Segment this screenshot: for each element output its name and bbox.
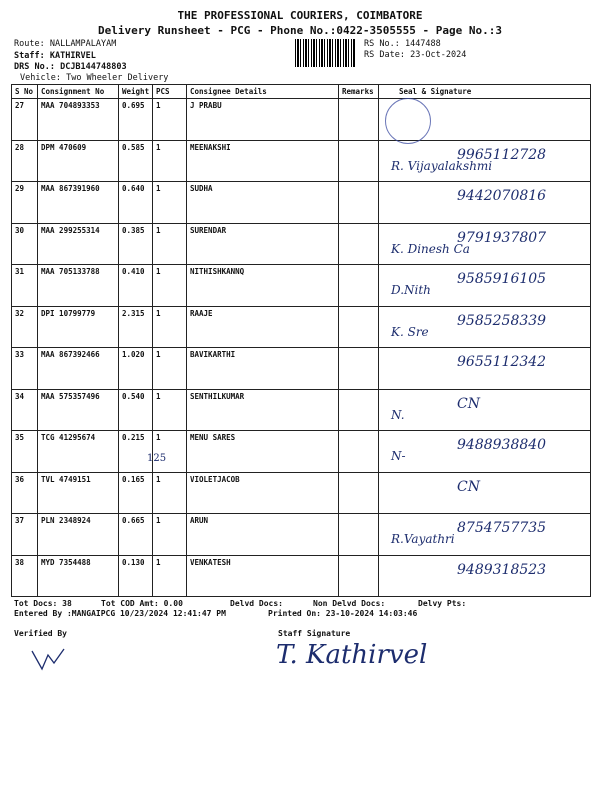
tot-docs: Tot Docs: 38 bbox=[14, 599, 72, 608]
row-pcs: 1 bbox=[153, 182, 187, 224]
row-consignee bbox=[187, 223, 339, 265]
row-consignee bbox=[187, 182, 339, 224]
row-sno: 32 bbox=[12, 306, 38, 348]
row-remarks bbox=[339, 389, 379, 431]
table-row bbox=[12, 265, 591, 307]
rs-no-line bbox=[364, 39, 441, 49]
row-consignee bbox=[187, 265, 339, 307]
row-consignment-no: MAA 704893353 bbox=[38, 99, 119, 141]
row-consignee bbox=[187, 348, 339, 390]
row-remarks bbox=[339, 306, 379, 348]
row-seal-signature bbox=[379, 514, 591, 556]
table-row bbox=[12, 514, 591, 556]
row-remarks bbox=[339, 265, 379, 307]
vehicle-label: Vehicle: bbox=[20, 73, 61, 83]
row-remarks bbox=[339, 140, 379, 182]
row-seal-signature bbox=[379, 223, 591, 265]
row-seal-signature bbox=[379, 472, 591, 514]
consignee-name: BAVIKARTHI bbox=[190, 350, 236, 359]
row-sno: 36 bbox=[12, 472, 38, 514]
staff-label: Staff: bbox=[14, 51, 45, 61]
entered-by: Entered By :MANGAIPCG 10/23/2024 12:41:47 PM bbox=[14, 609, 226, 618]
row-weight: 0.640 bbox=[119, 182, 153, 224]
row-pcs: 1 bbox=[153, 348, 187, 390]
row-consignee bbox=[187, 514, 339, 556]
row-seal-signature bbox=[379, 389, 591, 431]
rs-no-value: 1447488 bbox=[404, 39, 441, 49]
row-consignment-no: MAA 867392466 bbox=[38, 348, 119, 390]
row-consignee bbox=[187, 99, 339, 141]
route-label: Route: bbox=[14, 39, 45, 49]
recipient-phone: 9585916105 bbox=[457, 271, 547, 287]
row-pcs: 1 bbox=[153, 431, 187, 473]
row-consignment-no: MAA 867391960 bbox=[38, 182, 119, 224]
rs-date-line bbox=[364, 50, 466, 60]
row-consignment-no: MAA 575357496 bbox=[38, 389, 119, 431]
recipient-phone: 8754757735 bbox=[457, 520, 547, 536]
rs-date-value: 23-Oct-2024 bbox=[410, 50, 467, 60]
consignee-name: RAAJE bbox=[190, 308, 213, 318]
consignee-name: MENU SARES bbox=[190, 433, 236, 442]
row-weight: 0.165 bbox=[119, 472, 153, 514]
row-remarks bbox=[339, 182, 379, 224]
table-row bbox=[12, 223, 591, 265]
row-sno: 38 bbox=[12, 555, 38, 597]
recipient-phone: CN bbox=[457, 395, 480, 412]
row-weight: 0.410 bbox=[119, 265, 153, 307]
col-consignee: Consignee Details bbox=[187, 85, 339, 99]
recipient-phone: 9585258339 bbox=[457, 312, 547, 329]
row-seal-signature bbox=[379, 431, 591, 473]
row-sno: 30 bbox=[12, 223, 38, 265]
consignee-name: ARUN bbox=[190, 516, 209, 525]
row-consignment-no: DPM 470609 bbox=[38, 140, 119, 182]
row-remarks bbox=[339, 472, 379, 514]
non-delvd-docs: Non Delvd Docs: bbox=[313, 599, 386, 608]
row-weight: 0.695 bbox=[119, 99, 153, 141]
rs-no-label: RS No.: bbox=[364, 39, 400, 49]
route-line bbox=[14, 39, 116, 49]
handwritten-note: 125 bbox=[147, 453, 167, 464]
staff-value: KATHIRVEL bbox=[49, 51, 96, 61]
col-weight: Weight bbox=[119, 85, 153, 99]
recipient-phone: 9791937807 bbox=[457, 229, 547, 246]
row-consignment-no: TCG 41295674 bbox=[38, 431, 119, 473]
recipient-signature: N. bbox=[391, 407, 405, 422]
row-pcs: 1 bbox=[153, 265, 187, 307]
recipient-phone: 9488938840 bbox=[457, 437, 547, 453]
row-remarks bbox=[339, 431, 379, 473]
row-remarks bbox=[339, 348, 379, 390]
consignee-name: J PRABU bbox=[190, 101, 222, 110]
consignee-name: VENKATESH bbox=[190, 557, 231, 567]
table-row bbox=[12, 306, 591, 348]
row-pcs: 1 bbox=[153, 223, 187, 265]
row-consignee bbox=[187, 472, 339, 514]
recipient-phone: 9655112342 bbox=[457, 354, 547, 370]
staff-signature: T. Kathirvel bbox=[276, 640, 428, 670]
row-seal-signature bbox=[379, 140, 591, 182]
row-consignment-no: MYD 7354488 bbox=[38, 555, 119, 597]
row-pcs: 1 bbox=[153, 555, 187, 597]
row-seal-signature bbox=[379, 182, 591, 224]
table-row bbox=[12, 555, 591, 597]
row-seal-signature bbox=[379, 306, 591, 348]
runsheet-table bbox=[11, 84, 591, 597]
row-pcs: 1 bbox=[153, 99, 187, 141]
recipient-phone: 9489318523 bbox=[457, 561, 547, 578]
row-sno: 27 bbox=[12, 99, 38, 141]
recipient-signature: D.Nith bbox=[391, 283, 431, 297]
row-sno: 29 bbox=[12, 182, 38, 224]
rs-date-label: RS Date: bbox=[364, 50, 405, 60]
row-consignment-no: PLN 2348924 bbox=[38, 514, 119, 556]
row-consignee bbox=[187, 140, 339, 182]
recipient-phone: 9442070816 bbox=[457, 188, 547, 204]
row-remarks bbox=[339, 99, 379, 141]
company-title: THE PROFESSIONAL COURIERS, COIMBATORE bbox=[177, 9, 423, 22]
recipient-signature: R. Vijayalakshmi bbox=[391, 158, 493, 173]
recipient-signature: K. Dinesh Ca bbox=[391, 241, 470, 256]
staff-signature-label: Staff Signature bbox=[278, 629, 351, 638]
consignee-name: MEENAKSHI bbox=[190, 142, 231, 152]
row-consignee bbox=[147, 431, 339, 473]
consignee-name: SUDHA bbox=[190, 184, 213, 193]
printed-on: Printed On: 23-10-2024 14:03:46 bbox=[268, 609, 418, 618]
row-seal-signature bbox=[379, 348, 591, 390]
col-remarks: Remarks bbox=[339, 85, 379, 99]
row-consignee bbox=[187, 555, 339, 597]
consignee-name: SENTHILKUMAR bbox=[190, 391, 245, 401]
vehicle-line bbox=[20, 73, 168, 83]
recipient-signature: K. Sre bbox=[391, 324, 429, 339]
drs-line bbox=[14, 62, 127, 72]
row-pcs: 1 bbox=[153, 472, 187, 514]
row-consignee bbox=[187, 389, 339, 431]
table-row bbox=[12, 182, 591, 224]
table-header-row bbox=[12, 85, 591, 99]
row-weight: 2.315 bbox=[119, 306, 153, 348]
col-consignment-no: Consignment No bbox=[38, 85, 119, 99]
consignee-name: SURENDAR bbox=[190, 225, 227, 235]
recipient-phone: CN bbox=[457, 478, 480, 495]
row-sno: 28 bbox=[12, 140, 38, 182]
recipient-phone: 9965112728 bbox=[457, 146, 547, 163]
row-pcs: 1 bbox=[153, 389, 187, 431]
row-sno: 37 bbox=[12, 514, 38, 556]
row-consignment-no: DPI 10799779 bbox=[38, 306, 119, 348]
barcode bbox=[295, 39, 355, 67]
delvd-docs: Delvd Docs: bbox=[230, 599, 283, 608]
row-weight: 0.130 bbox=[119, 555, 153, 597]
tot-cod: Tot COD Amt: 0.00 bbox=[101, 599, 183, 608]
verified-by-label: Verified By bbox=[14, 629, 67, 638]
verified-signature bbox=[28, 645, 68, 675]
row-weight: 0.540 bbox=[119, 389, 153, 431]
row-seal-signature bbox=[379, 555, 591, 597]
recipient-signature: N- bbox=[391, 449, 406, 463]
row-seal-signature bbox=[379, 265, 591, 307]
col-seal-signature: Seal & Signature bbox=[379, 85, 591, 99]
table-row bbox=[12, 431, 591, 473]
row-pcs: 1 bbox=[153, 140, 187, 182]
vehicle-value: Two Wheeler Delivery bbox=[66, 73, 169, 83]
col-pcs: PCS bbox=[153, 85, 187, 99]
row-weight: 1.020 bbox=[119, 348, 153, 390]
col-sno: S No bbox=[12, 85, 38, 99]
drs-label: DRS No.: bbox=[14, 62, 55, 72]
row-weight: 0.665 bbox=[119, 514, 153, 556]
row-consignment-no: TVL 4749151 bbox=[38, 472, 119, 514]
table-row bbox=[12, 140, 591, 182]
row-pcs: 1 bbox=[153, 306, 187, 348]
row-sno: 35 bbox=[12, 431, 38, 473]
row-sno: 34 bbox=[12, 389, 38, 431]
staff-line bbox=[14, 51, 96, 61]
row-weight: 0.585 bbox=[119, 140, 153, 182]
route-value: NALLAMPALAYAM bbox=[49, 39, 117, 49]
row-remarks bbox=[339, 223, 379, 265]
delvy-pts: Delvy Pts: bbox=[418, 599, 467, 608]
drs-value: DCJB144748803 bbox=[60, 62, 127, 72]
table-row bbox=[12, 389, 591, 431]
row-weight: 0.215 bbox=[119, 431, 153, 473]
row-sno: 31 bbox=[12, 265, 38, 307]
row-consignee bbox=[187, 306, 339, 348]
row-weight: 0.385 bbox=[119, 223, 153, 265]
runsheet-title: Delivery Runsheet - PCG - Phone No.:0422-3505555 - Page No.:3 bbox=[98, 24, 502, 37]
row-sno: 33 bbox=[12, 348, 38, 390]
row-remarks bbox=[339, 555, 379, 597]
consignee-name: VIOLETJACOB bbox=[190, 474, 240, 484]
seal-stamp bbox=[385, 98, 431, 144]
table-row bbox=[12, 472, 591, 514]
row-consignment-no: MAA 299255314 bbox=[38, 223, 119, 265]
recipient-signature: R.Vayathri bbox=[391, 532, 455, 546]
row-consignment-no: MAA 705133788 bbox=[38, 265, 119, 307]
row-remarks bbox=[339, 514, 379, 556]
table-row bbox=[12, 348, 591, 390]
consignee-name: NITHISHKANNQ bbox=[190, 267, 245, 276]
row-pcs: 1 bbox=[153, 514, 187, 556]
table-row bbox=[12, 99, 591, 141]
